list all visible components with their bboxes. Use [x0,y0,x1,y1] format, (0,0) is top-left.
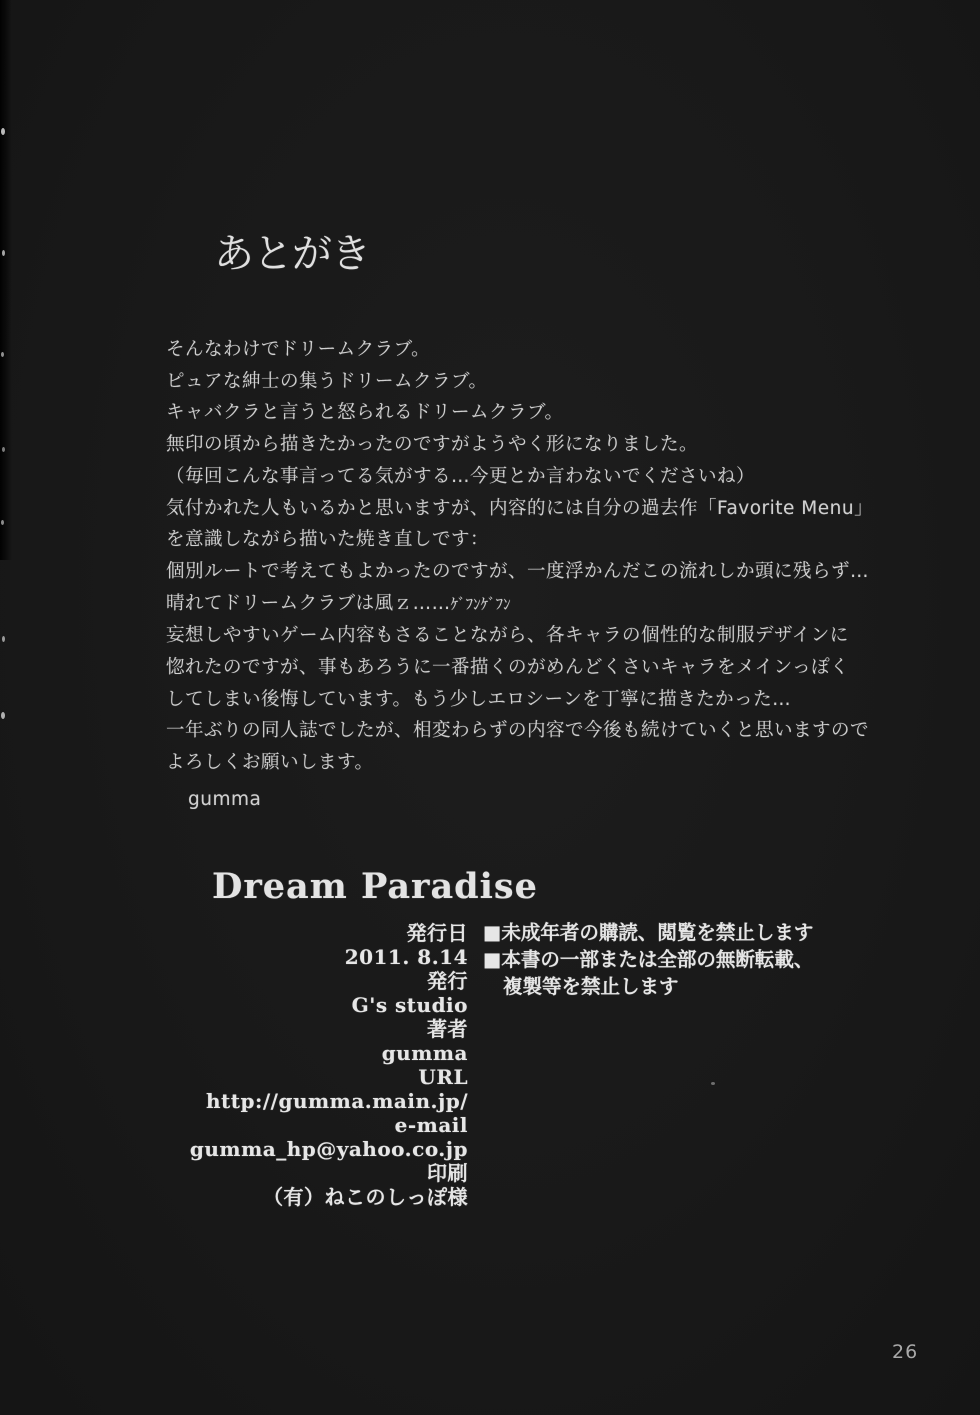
body-line: 無印の頃から描きたかったのですがようやく形になりました。 [166,434,699,456]
body-line: 妄想しやすいゲーム内容もさることながら、各キャラの個性的な制服デザインに [166,625,849,647]
colophon-label: 発行 [427,969,468,993]
body-line-small-katakana: ｹﾞﾌﾝｹﾞﾌﾝ [450,594,511,613]
colophon-value: gumma [381,1041,468,1065]
notice-line: ■未成年者の購読、閲覧を禁止します [483,921,814,944]
scan-speck [2,447,5,452]
colophon-label: 著者 [427,1017,468,1041]
colophon-label: e-mail [394,1113,468,1137]
scan-speck [711,1082,715,1085]
colophon-list [120,921,468,1209]
legal-notices [483,919,843,1000]
colophon-label: 印刷 [427,1161,468,1185]
page-number: 26 [892,1341,919,1363]
afterword-heading: あとがき [214,231,370,277]
body-line: （毎回こんな事言ってる気がする…今更とか言わないでくださいね） [166,465,756,487]
colophon-value: http://gumma.main.jp/ [205,1089,468,1113]
afterword-body [166,334,886,816]
body-line: よろしくお願いします。 [166,752,374,774]
scan-speck [1,352,4,357]
colophon-label: 発行日 [406,921,468,945]
body-line-text: 晴れてドリームクラブは風ｚ…… [166,592,451,614]
colophon-value: G's studio [351,993,468,1017]
author-signature: gumma [188,788,262,810]
colophon-label: URL [418,1065,468,1089]
scan-speck [2,250,5,256]
book-title: Dream Paradise [212,866,538,907]
scan-speck [1,712,5,719]
scan-speck [1,520,4,525]
body-line: を意識しながら描いた焼き直しです： [166,529,490,551]
body-line: 惚れたのですが、事もあろうに一番描くのがめんどくさいキャラをメインっぽく [166,657,850,679]
scan-speck [1,128,5,135]
body-line: そんなわけでドリームクラブ。 [166,339,431,360]
scan-binding-shadow [0,0,12,560]
body-line: 気付かれた人もいるかと思いますが、内容的には自分の過去作「Favorite Menu」 [166,497,874,519]
colophon-value: 2011. 8.14 [344,945,468,969]
body-line: ピュアな紳士の集うドリームクラブ。 [166,370,488,392]
colophon-value: gumma_hp@yahoo.co.jp [189,1137,468,1161]
body-line: キャバクラと言うと怒られるドリームクラブ。 [166,402,564,424]
notice-line: ■本書の一部または全部の無断転載、 [483,948,814,971]
body-line: 個別ルートで考えてもよかったのですが、一度浮かんだこの流れしか頭に残らず… [166,560,870,582]
colophon-value: （有）ねこのしっぽ様 [263,1185,468,1209]
notice-line: 複製等を禁止します [503,975,679,998]
body-line [166,588,886,621]
body-line: 一年ぶりの同人誌でしたが、相変わらずの内容で今後も続けていくと思いますので [166,720,870,742]
body-line: してしまい後悔しています。もう少しエロシーンを丁寧に描きたかった… [166,688,792,710]
scan-speck [2,636,5,642]
